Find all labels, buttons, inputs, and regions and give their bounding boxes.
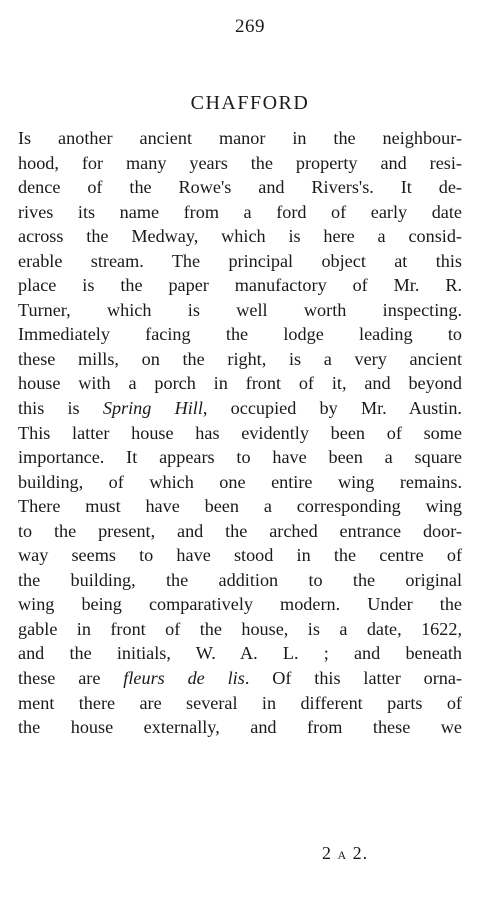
text-run: way seems to have stood in the centre of xyxy=(18,545,462,566)
text-line xyxy=(18,691,462,716)
text-run: gable in front of the house, is a date, 1622, xyxy=(18,618,462,639)
text-run: ment there are several in different parts of xyxy=(18,692,462,713)
text-line xyxy=(18,421,462,446)
printer-signature-mark xyxy=(322,843,368,864)
text-run: building, of which one entire wing remains. xyxy=(18,471,462,492)
text-run: this is xyxy=(18,398,103,419)
text-line xyxy=(18,347,462,372)
text-run: . Of this latter orna- xyxy=(244,668,463,689)
text-run: Turner, which is well worth inspecting. xyxy=(18,299,462,320)
text-run: across the Medway, which is here a consid- xyxy=(18,226,462,247)
text-run: and the initials, W. A. L. ; and beneath xyxy=(18,643,462,664)
text-line xyxy=(18,126,462,151)
text-line xyxy=(18,445,462,470)
text-line xyxy=(18,666,462,691)
text-line xyxy=(18,494,462,519)
text-run: wing being comparatively modern. Under the xyxy=(18,594,462,615)
text-line xyxy=(18,371,462,396)
text-run: the building, the addition to the original xyxy=(18,569,462,590)
section-heading: CHAFFORD xyxy=(190,92,310,114)
text-run: erable stream. The principal object at this xyxy=(18,250,462,271)
signature-part: 2 xyxy=(322,843,338,863)
text-line xyxy=(18,200,462,225)
text-run: the house externally, and from these we xyxy=(18,717,462,738)
text-run: hood, for many years the property and resi- xyxy=(18,152,462,173)
text-run: place is the paper manufactory of Mr. R. xyxy=(18,275,462,296)
text-line xyxy=(18,298,462,323)
text-line xyxy=(18,715,462,740)
text-run: This latter house has evidently been of some xyxy=(18,422,462,443)
text-line xyxy=(18,249,462,274)
signature-part: A xyxy=(337,848,348,862)
text-line xyxy=(18,543,462,568)
text-line xyxy=(18,224,462,249)
text-line xyxy=(18,519,462,544)
text-line xyxy=(18,151,462,176)
text-line xyxy=(18,568,462,593)
text-line xyxy=(18,322,462,347)
text-run: , occupied by Mr. Austin. xyxy=(202,398,462,419)
text-run: Is another ancient manor in the neighbour- xyxy=(18,128,462,148)
page-number: 269 xyxy=(235,16,265,37)
text-run: Immediately facing the lodge leading to xyxy=(18,324,462,345)
text-run: these are xyxy=(18,668,124,689)
text-run: importance. It appears to have been a square xyxy=(18,447,462,468)
text-run: to the present, and the arched entrance door- xyxy=(18,520,462,541)
text-line xyxy=(18,396,462,421)
text-line xyxy=(18,175,462,200)
text-line xyxy=(18,273,462,298)
italic-phrase: fleurs de lis xyxy=(123,668,245,689)
text-run: dence of the Rowe's and Rivers's. It de- xyxy=(18,177,462,198)
body-text xyxy=(18,126,462,740)
text-run: house with a porch in front of it, and beyond xyxy=(18,373,462,394)
text-run: rives its name from a ford of early date xyxy=(18,201,462,222)
signature-part: 2. xyxy=(347,843,369,863)
text-run: these mills, on the right, is a very ancient xyxy=(18,348,462,369)
italic-phrase: Spring Hill xyxy=(102,398,203,419)
text-line xyxy=(18,641,462,666)
text-line xyxy=(18,470,462,495)
text-line xyxy=(18,592,462,617)
text-run: There must have been a corresponding wing xyxy=(18,496,462,517)
text-line xyxy=(18,617,462,642)
